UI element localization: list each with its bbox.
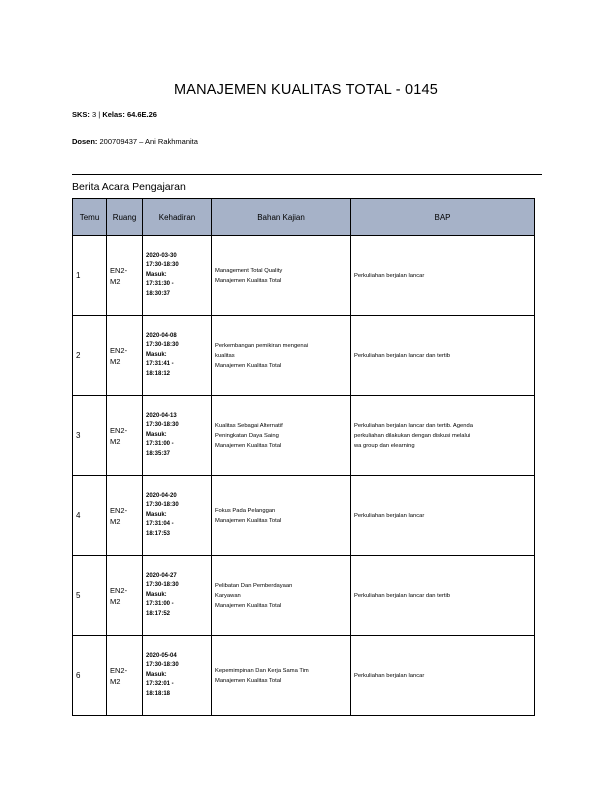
cell-bahan-kajian bbox=[212, 556, 351, 636]
divider bbox=[72, 174, 542, 175]
cell-temu: 3 bbox=[73, 396, 107, 476]
bahan-line: kualitas bbox=[215, 352, 235, 359]
bahan-line: Manajemen Kualitas Total bbox=[215, 442, 282, 449]
ruang-line: EN2- bbox=[110, 265, 128, 275]
cell-ruang bbox=[107, 636, 143, 716]
kehadiran-line: 18:35:37 bbox=[146, 450, 171, 457]
ruang-line: M2 bbox=[110, 276, 121, 286]
cell-ruang bbox=[107, 556, 143, 636]
bap-line: Perkuliahan berjalan lancar dan tertib bbox=[354, 352, 451, 359]
bahan-line: Manajemen Kualitas Total bbox=[215, 362, 282, 369]
kehadiran-line: 17:30-18:30 bbox=[146, 582, 179, 589]
cell-kehadiran bbox=[143, 236, 212, 316]
kelas-value: 64.6E.26 bbox=[126, 110, 157, 119]
cell-temu: 2 bbox=[73, 316, 107, 396]
kehadiran-line: 2020-03-30 bbox=[146, 252, 177, 259]
cell-bap bbox=[351, 476, 535, 556]
bahan-line: Pelibatan Dan Pemberdayaan bbox=[215, 582, 293, 589]
ruang-line: M2 bbox=[110, 596, 121, 606]
kehadiran-line: 18:17:53 bbox=[146, 530, 171, 537]
cell-ruang bbox=[107, 316, 143, 396]
kehadiran-line: Masuk: bbox=[146, 431, 167, 438]
kehadiran-line: 18:30:37 bbox=[146, 290, 171, 297]
table-row bbox=[73, 476, 535, 556]
page-title: MANAJEMEN KUALITAS TOTAL - 0145 bbox=[173, 82, 439, 98]
table-row bbox=[73, 556, 535, 636]
cell-bap bbox=[351, 636, 535, 716]
kehadiran-line: 17:30-18:30 bbox=[146, 502, 179, 509]
bap-line: Perkuliahan berjalan lancar dan tertib. Agenda bbox=[354, 422, 473, 429]
table-row bbox=[73, 636, 535, 716]
bap-line: perkuliahan dilakukan dengan diskusi melalui bbox=[354, 432, 471, 439]
kehadiran-line: 17:30-18:30 bbox=[146, 662, 179, 669]
cell-ruang bbox=[107, 476, 143, 556]
header-bap: BAP bbox=[351, 199, 535, 236]
lecturer-info bbox=[72, 137, 198, 146]
kehadiran-line: 17:31:00 - bbox=[146, 601, 174, 608]
header-temu: Temu bbox=[73, 199, 107, 236]
bahan-line: Manajemen Kualitas Total bbox=[215, 677, 282, 684]
cell-kehadiran bbox=[143, 396, 212, 476]
ruang-line: EN2- bbox=[110, 425, 128, 435]
kehadiran-line: 17:32:01 - bbox=[146, 681, 174, 688]
cell-temu: 6 bbox=[73, 636, 107, 716]
section-title: Berita Acara Pengajaran bbox=[72, 181, 186, 193]
ruang-line: M2 bbox=[110, 436, 121, 446]
cell-bap bbox=[351, 396, 535, 476]
kehadiran-line: Masuk: bbox=[146, 271, 167, 278]
kehadiran-line: Masuk: bbox=[146, 511, 167, 518]
bap-line: Perkuliahan berjalan lancar dan tertib bbox=[354, 592, 451, 599]
header-ruang: Ruang bbox=[107, 199, 143, 236]
ruang-line: EN2- bbox=[110, 505, 128, 515]
kehadiran-line: Masuk: bbox=[146, 351, 167, 358]
bahan-line: Karyawan bbox=[215, 592, 241, 599]
kehadiran-line: 2020-04-13 bbox=[146, 412, 177, 419]
dosen-value: 200709437 – Ani Rakhmanita bbox=[99, 137, 198, 146]
bahan-line: Fokus Pada Pelanggan bbox=[215, 507, 276, 514]
cell-ruang bbox=[107, 236, 143, 316]
kehadiran-line: 17:31:30 - bbox=[146, 281, 174, 288]
cell-kehadiran bbox=[143, 556, 212, 636]
kehadiran-line: 17:30-18:30 bbox=[146, 422, 179, 429]
kehadiran-line: 17:30-18:30 bbox=[146, 342, 179, 349]
sks-label: SKS: bbox=[72, 110, 90, 119]
table-header-row bbox=[73, 199, 535, 236]
ruang-line: EN2- bbox=[110, 345, 128, 355]
kehadiran-line: 18:18:18 bbox=[146, 690, 171, 697]
cell-temu: 4 bbox=[73, 476, 107, 556]
ruang-line: EN2- bbox=[110, 665, 128, 675]
cell-temu: 1 bbox=[73, 236, 107, 316]
cell-bahan-kajian bbox=[212, 396, 351, 476]
cell-bap bbox=[351, 236, 535, 316]
kehadiran-line: 2020-04-20 bbox=[146, 492, 177, 499]
bahan-line: Management Total Quality bbox=[215, 267, 283, 274]
bahan-line: Manajemen Kualitas Total bbox=[215, 602, 282, 609]
sks-value: 3 bbox=[92, 110, 97, 119]
kehadiran-line: 2020-04-27 bbox=[146, 572, 177, 579]
bap-line: Perkuliahan berjalan lancar bbox=[354, 672, 425, 679]
ruang-line: M2 bbox=[110, 356, 121, 366]
bap-line: Perkuliahan berjalan lancar bbox=[354, 272, 425, 279]
dosen-label: Dosen: bbox=[72, 137, 98, 146]
table-row bbox=[73, 236, 535, 316]
cell-bahan-kajian bbox=[212, 476, 351, 556]
kehadiran-line: 17:31:04 - bbox=[146, 521, 174, 528]
ruang-line: M2 bbox=[110, 676, 121, 686]
kehadiran-line: 2020-04-08 bbox=[146, 332, 177, 339]
cell-kehadiran bbox=[143, 316, 212, 396]
kehadiran-line: Masuk: bbox=[146, 591, 167, 598]
bap-line: Perkuliahan berjalan lancar bbox=[354, 512, 425, 519]
header-kehadiran: Kehadiran bbox=[143, 199, 212, 236]
header-bahan-kajian: Bahan Kajian bbox=[212, 199, 351, 236]
kehadiran-line: 17:31:00 - bbox=[146, 441, 174, 448]
attendance-table bbox=[72, 198, 535, 716]
ruang-line: M2 bbox=[110, 516, 121, 526]
cell-bahan-kajian bbox=[212, 316, 351, 396]
ruang-line: EN2- bbox=[110, 585, 128, 595]
cell-bap bbox=[351, 556, 535, 636]
bahan-line: Manajemen Kualitas Total bbox=[215, 277, 282, 284]
kehadiran-line: 18:17:52 bbox=[146, 610, 171, 617]
kehadiran-line: 17:31:41 - bbox=[146, 361, 174, 368]
bahan-line: Kepemimpinan Dan Kerja Sama Tim bbox=[215, 667, 309, 674]
cell-bahan-kajian bbox=[212, 236, 351, 316]
cell-temu: 5 bbox=[73, 556, 107, 636]
bap-line: wa group dan elearning bbox=[354, 442, 415, 449]
cell-bap bbox=[351, 316, 535, 396]
cell-kehadiran bbox=[143, 636, 212, 716]
kehadiran-line: Masuk: bbox=[146, 671, 167, 678]
cell-bahan-kajian bbox=[212, 636, 351, 716]
bahan-line: Manajemen Kualitas Total bbox=[215, 517, 282, 524]
table-row bbox=[73, 316, 535, 396]
kelas-label: Kelas: bbox=[102, 110, 125, 119]
separator: | bbox=[98, 110, 101, 119]
table-row bbox=[73, 396, 535, 476]
bahan-line: Perkembangan pemikiran mengenai bbox=[215, 342, 309, 349]
cell-kehadiran bbox=[143, 476, 212, 556]
cell-ruang bbox=[107, 396, 143, 476]
kehadiran-line: 2020-05-04 bbox=[146, 652, 177, 659]
bahan-line: Peningkatan Daya Saing bbox=[215, 432, 279, 439]
course-info bbox=[72, 110, 157, 119]
kehadiran-line: 18:18:12 bbox=[146, 370, 171, 377]
kehadiran-line: 17:30-18:30 bbox=[146, 262, 179, 269]
bahan-line: Kualitas Sebagai Alternatif bbox=[215, 422, 283, 429]
